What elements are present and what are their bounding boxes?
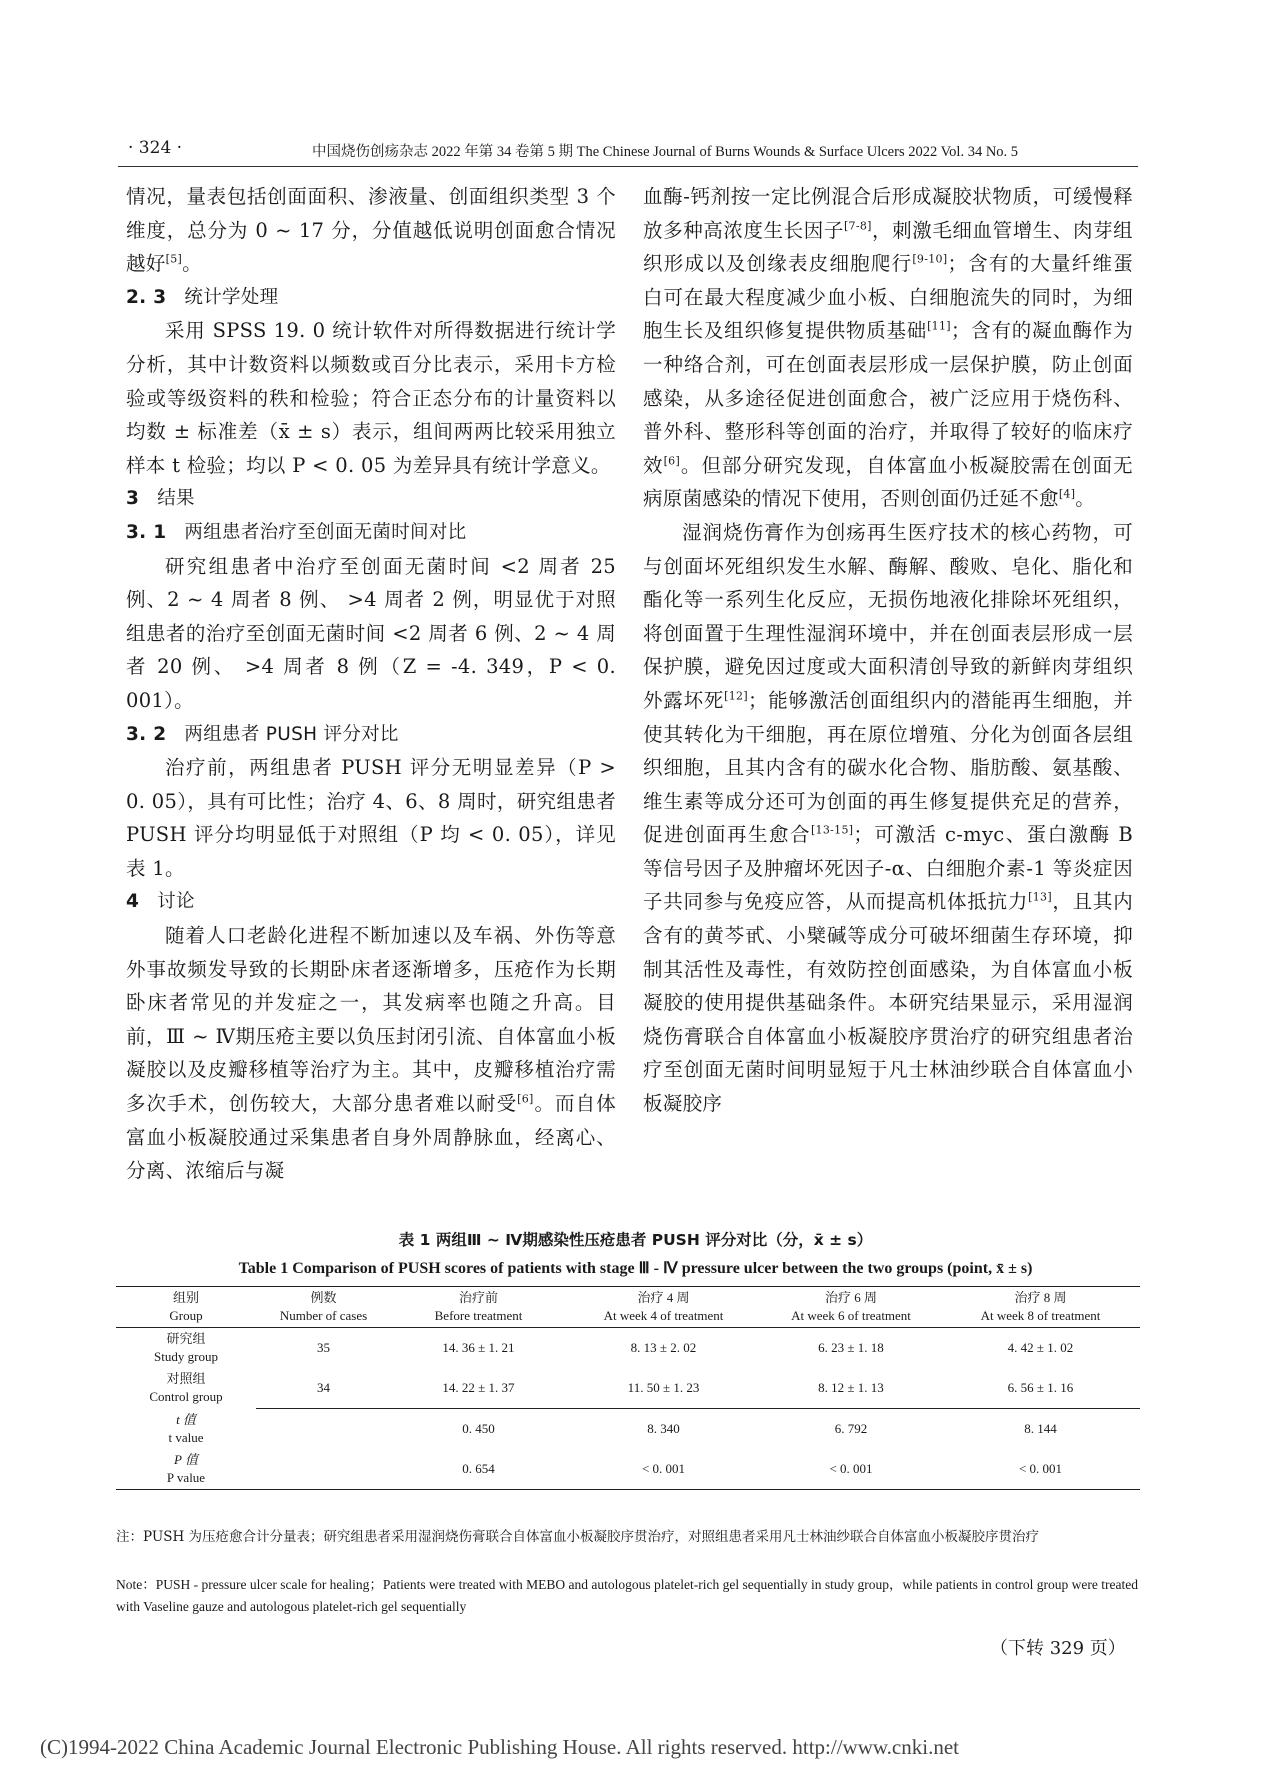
page-number: · 324 · <box>128 138 183 158</box>
page-header <box>128 138 1138 162</box>
paragraph-push-scores: 治疗前，两组患者 PUSH 评分无明显差异（P > 0. 05），具有可比性；治疗 4、6、8 周时，研究组患者 PUSH 评分均明显低于对照组（P 均 < 0. 05），详见表 1。 <box>126 756 616 880</box>
table-row: t 值 t value 0. 450 8. 340 6. 792 8. 144 <box>116 1409 1140 1450</box>
section-heading-4: 4 讨论 <box>126 891 195 913</box>
citation[interactable]: [6] <box>517 1092 534 1106</box>
paragraph-discussion: 随着人口老龄化进程不断加速以及车祸、外伤等意外事故频发导致的长期卧床者逐渐增多，压疮作为长期卧床者常见的并发症之一，其发病率也随之升高。目前，Ⅲ ~ Ⅳ期压疮主要以负压封闭引流、自体富血小板凝胶以及皮瓣移植等治疗为主。其中，皮瓣移植治疗需多次手术，创伤较大，大部分患者难以耐受[6]。而自体富血小板凝胶通过采集患者自身外周静脉血，经离心、分离、浓缩后与凝 <box>126 924 617 1183</box>
continued-note: （下转 329 页） <box>990 1638 1126 1659</box>
citation[interactable]: [9-10] <box>912 252 948 266</box>
copyright-footer: (C)1994-2022 China Academic Journal Electronic Publishing House. All rights reserved. http://www.cnki.net <box>40 1735 959 1759</box>
column-header: 治疗 4 周 At week 4 of treatment <box>603 1290 724 1323</box>
running-title: 中国烧伤创疡杂志 2022 年第 34 卷第 5 期 The Chinese Journal of Burns Wounds & Surface Ulcers 2022 Vol. 34 No. 5 <box>312 144 1019 160</box>
citation[interactable]: [13-15] <box>810 823 854 837</box>
table-row: P 值 P value 0. 654 < 0. 001 < 0. 001 < 0. 001 <box>116 1449 1140 1490</box>
citation[interactable]: [13] <box>1028 890 1052 904</box>
table-note-en: Note：PUSH - pressure ulcer scale for healing；Patients were treated with MEBO and autologous platelet-rich gel sequentially in study group，while patients in control group were treated with Vaseline gauze and autologous platelet-rich gel sequentially <box>116 1577 1138 1614</box>
section-heading-3: 3 结果 <box>126 488 195 510</box>
section-heading-2-3: 2. 3 统计学处理 <box>126 286 279 308</box>
citation[interactable]: [6] <box>663 454 681 468</box>
paragraph-statistics: 采用 SPSS 19. 0 统计软件对所得数据进行统计学分析，其中计数资料以频数或百分比表示，采用卡方检验或等级资料的秩和检验；符合正态分布的计量资料以均数 ± 标准差（x̄ ± s）表示，组间两两比较采用独立样本 t 检验；均以 P < 0. 05 为差异具有统计学意义。 <box>126 319 616 477</box>
citation[interactable]: [11] <box>927 319 951 333</box>
section-heading-3-1: 3. 1 两组患者治疗至创面无菌时间对比 <box>126 521 467 543</box>
citation[interactable]: [4] <box>1058 487 1076 501</box>
column-header: 治疗 6 周 At week 6 of treatment <box>791 1290 911 1323</box>
column-header: 例数 Number of cases <box>279 1290 368 1323</box>
left-column <box>126 180 616 1188</box>
citation[interactable]: [5] <box>165 252 183 266</box>
column-header: 治疗 8 周 At week 8 of treatment <box>980 1290 1101 1323</box>
column-header: 治疗前 Before treatment <box>434 1290 523 1323</box>
table-row: 研究组 Study group 35 14. 36 ± 1. 21 8. 13 ± 2. 02 6. 23 ± 1. 18 4. 42 ± 1. 02 <box>154 1331 1074 1364</box>
paragraph-sterile-time: 研究组患者中治疗至创面无菌时间 <2 周者 25 例、2 ~ 4 周者 8 例、 >4 周者 2 例，明显优于对照组患者的治疗至创面无菌时间 <2 周者 6 例、2 ~ 4 周者 20 例、 >4 周者 8 例（Z = -4. 349，P < 0. 001）。 <box>126 554 616 712</box>
section-heading-3-2: 3. 2 两组患者 PUSH 评分对比 <box>126 723 399 745</box>
citation[interactable]: [7-8] <box>843 219 872 233</box>
table-title-cn: 表 1 两组Ⅲ ~ Ⅳ期感染性压疮患者 PUSH 评分对比（分，x̄ ± s） <box>398 1231 873 1249</box>
paragraph-mebo: 湿润烧伤膏作为创疡再生医疗技术的核心药物，可与创面坏死组织发生水解、酶解、酸败、皂化、脂化和酯化等一系列生化反应，无损伤地液化排除坏死组织，将创面置于生理性湿润环境中，并在创面表层形成一层保护膜，避免因过度或大面积清创导致的新鲜肉芽组织外露坏死[12]；能够激活创面组织内的潜能再生细胞，并使其转化为干细胞，再在原位增殖、分化为创面各层组织细胞，且其内含有的碳水化合物、脂肪酸、氨基酸、维生素等成分还可为创面的再生修复提供充足的营养，促进创面再生愈合[13-15]；可激活 c-myc、蛋白激酶 B 等信号因子及肿瘤坏死因子-α、白细胞介素-1 等炎症因子共同参与免疫应答，从而提高机体抵抗力[13]，且其内含有的黄芩甙、小檗碱等成分可破坏细菌生存环境，抑制其活性及毒性，有效防控创面感染，为自体富血小板凝胶的使用提供基础条件。本研究结果显示，采用湿润烧伤膏联合自体富血小板凝胶序贯治疗的研究组患者治疗至创面无菌时间明显短于凡士林油纱联合自体富血小板凝胶序 <box>643 520 1134 1116</box>
header-rule <box>118 166 1138 167</box>
right-column <box>643 180 1133 1121</box>
table-row: 对照组 Control group 34 14. 22 ± 1. 37 11. 50 ± 1. 23 8. 12 ± 1. 13 6. 56 ± 1. 16 <box>149 1371 1074 1405</box>
citation[interactable]: [12] <box>724 689 748 703</box>
push-score-table <box>116 1286 1140 1490</box>
column-header: 组别 Group <box>169 1290 203 1323</box>
table-note-cn: 注：PUSH 为压疮愈合计分量表；研究组患者采用湿润烧伤膏联合自体富血小板凝胶序贯治疗，对照组患者采用凡士林油纱联合自体富血小板凝胶序贯治疗 <box>116 1529 1040 1545</box>
paragraph-scale-description: 情况，量表包括创面面积、渗液量、创面组织类型 3 个维度，总分为 0 ~ 17 分，分值越低说明创面愈合情况越好[5]。 <box>126 185 616 276</box>
paragraph-platelet-gel: 血酶-钙剂按一定比例混合后形成凝胶状物质，可缓慢释放多种高浓度生长因子[7-8]，刺激毛细血管增生、肉芽组织形成以及创缘表皮细胞爬行[9-10]；含有的大量纤维蛋白可在最大程度减少血小板、白细胞流失的同时，为细胞生长及组织修复提供物质基础[11]；含有的凝血酶作为一种络合剂，可在创面表层形成一层保护膜，防止创面感染，从多途径促进创面愈合，被广泛应用于烧伤科、普外科、整形科等创面的治疗，并取得了较好的临床疗效[6]。但部分研究发现，自体富血小板凝胶需在创面无病原菌感染的情况下使用，否则创面仍迁延不愈[4]。 <box>643 185 1134 511</box>
table-title-en: Table 1 Comparison of PUSH scores of patients with stage Ⅲ - Ⅳ pressure ulcer between the two groups (point, x̄ ± s) <box>238 1260 1033 1277</box>
table-header-row <box>116 1287 1140 1328</box>
